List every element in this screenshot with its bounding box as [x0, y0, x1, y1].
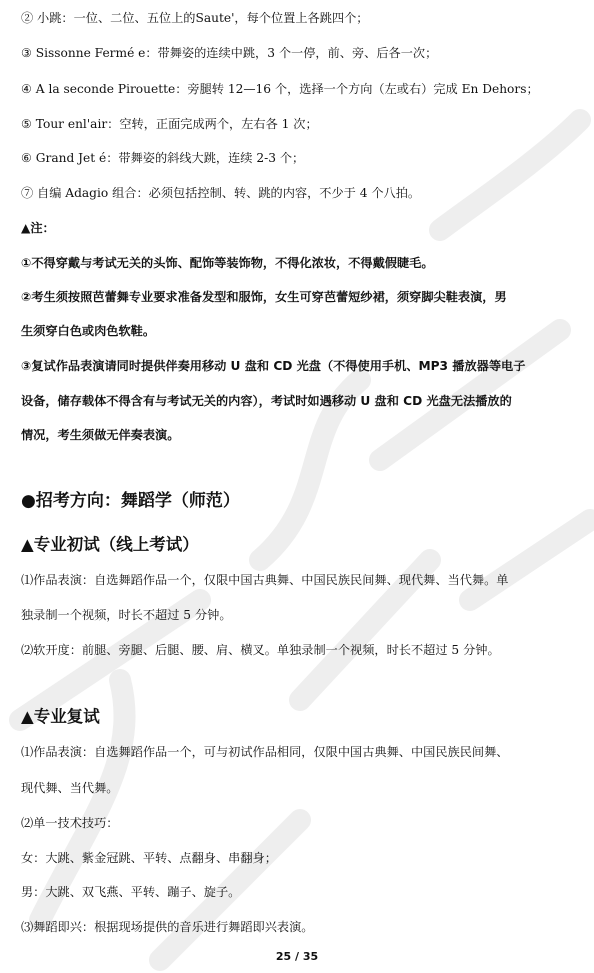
- subsection-heading: ▲专业初试（线上考试）: [21, 535, 199, 554]
- paragraph: ⑵单一技术技巧：: [21, 816, 119, 830]
- paragraph: ⑶舞蹈即兴：根据现场提供的音乐进行舞蹈即兴表演。: [21, 920, 314, 934]
- list-item: ③ Sissonne Fermé e：带舞姿的连续中跳，3 个一停，前、旁、后各一次；: [21, 46, 438, 60]
- list-item: ④ A la seconde Pirouette：旁腿转 12—16 个，选择一个方向（左或右）完成 En Dehors；: [21, 82, 539, 96]
- paragraph: ⑵软开度：前腿、旁腿、后腿、腰、肩、横叉。单独录制一个视频，时长不超过 5 分钟。: [21, 643, 500, 657]
- note-item: 设备，储存载体不得含有与考试无关的内容），考试时如遇移动 U 盘和 CD 光盘无法播放的: [21, 394, 512, 408]
- list-item: ⑤ Tour enl'air：空转，正面完成两个，左右各 1 次；: [21, 117, 318, 131]
- note-item: ②考生须按照芭蕾舞专业要求准备发型和服饰，女生可穿芭蕾短纱裙，须穿脚尖鞋表演，男: [21, 290, 507, 304]
- paragraph: 独录制一个视频，时长不超过 5 分钟。: [21, 608, 232, 622]
- list-item: ② 小跳：一位、二位、五位上的Saute'，每个位置上各跳四个；: [21, 11, 369, 25]
- page-number: 25 / 35: [275, 950, 319, 963]
- list-item: ⑦ 自编 Adagio 组合：必须包括控制、转、跳的内容，不少于 4 个八拍。: [21, 186, 421, 200]
- note-item: ③复试作品表演请同时提供伴奏用移动 U 盘和 CD 光盘（不得使用手机、MP3 播放器等电子: [21, 359, 526, 373]
- paragraph: ⑴作品表演：自选舞蹈作品一个，可与初试作品相同，仅限中国古典舞、中国民族民间舞、: [21, 745, 509, 759]
- note-item: ①不得穿戴与考试无关的头饰、配饰等装饰物，不得化浓妆，不得戴假睫毛。: [21, 256, 434, 270]
- note-item: 情况，考生须做无伴奏表演。: [21, 428, 180, 442]
- notes-heading: ▲注：: [21, 221, 55, 235]
- note-item: 生须穿白色或肉色软鞋。: [21, 324, 156, 338]
- subsection-heading: ▲专业复试: [21, 707, 100, 726]
- paragraph: 男：大跳、双飞燕、平转、蹦子、旋子。: [21, 885, 241, 899]
- paragraph: 女：大跳、紫金冠跳、平转、点翻身、串翻身；: [21, 851, 277, 865]
- paragraph: 现代舞、当代舞。: [21, 781, 119, 795]
- paragraph: ⑴作品表演：自选舞蹈作品一个，仅限中国古典舞、中国民族民间舞、现代舞、当代舞。单: [21, 573, 509, 587]
- list-item: ⑥ Grand Jet é：带舞姿的斜线大跳，连续 2-3 个；: [21, 151, 305, 165]
- section-heading: ●招考方向：舞蹈学（师范）: [21, 491, 240, 511]
